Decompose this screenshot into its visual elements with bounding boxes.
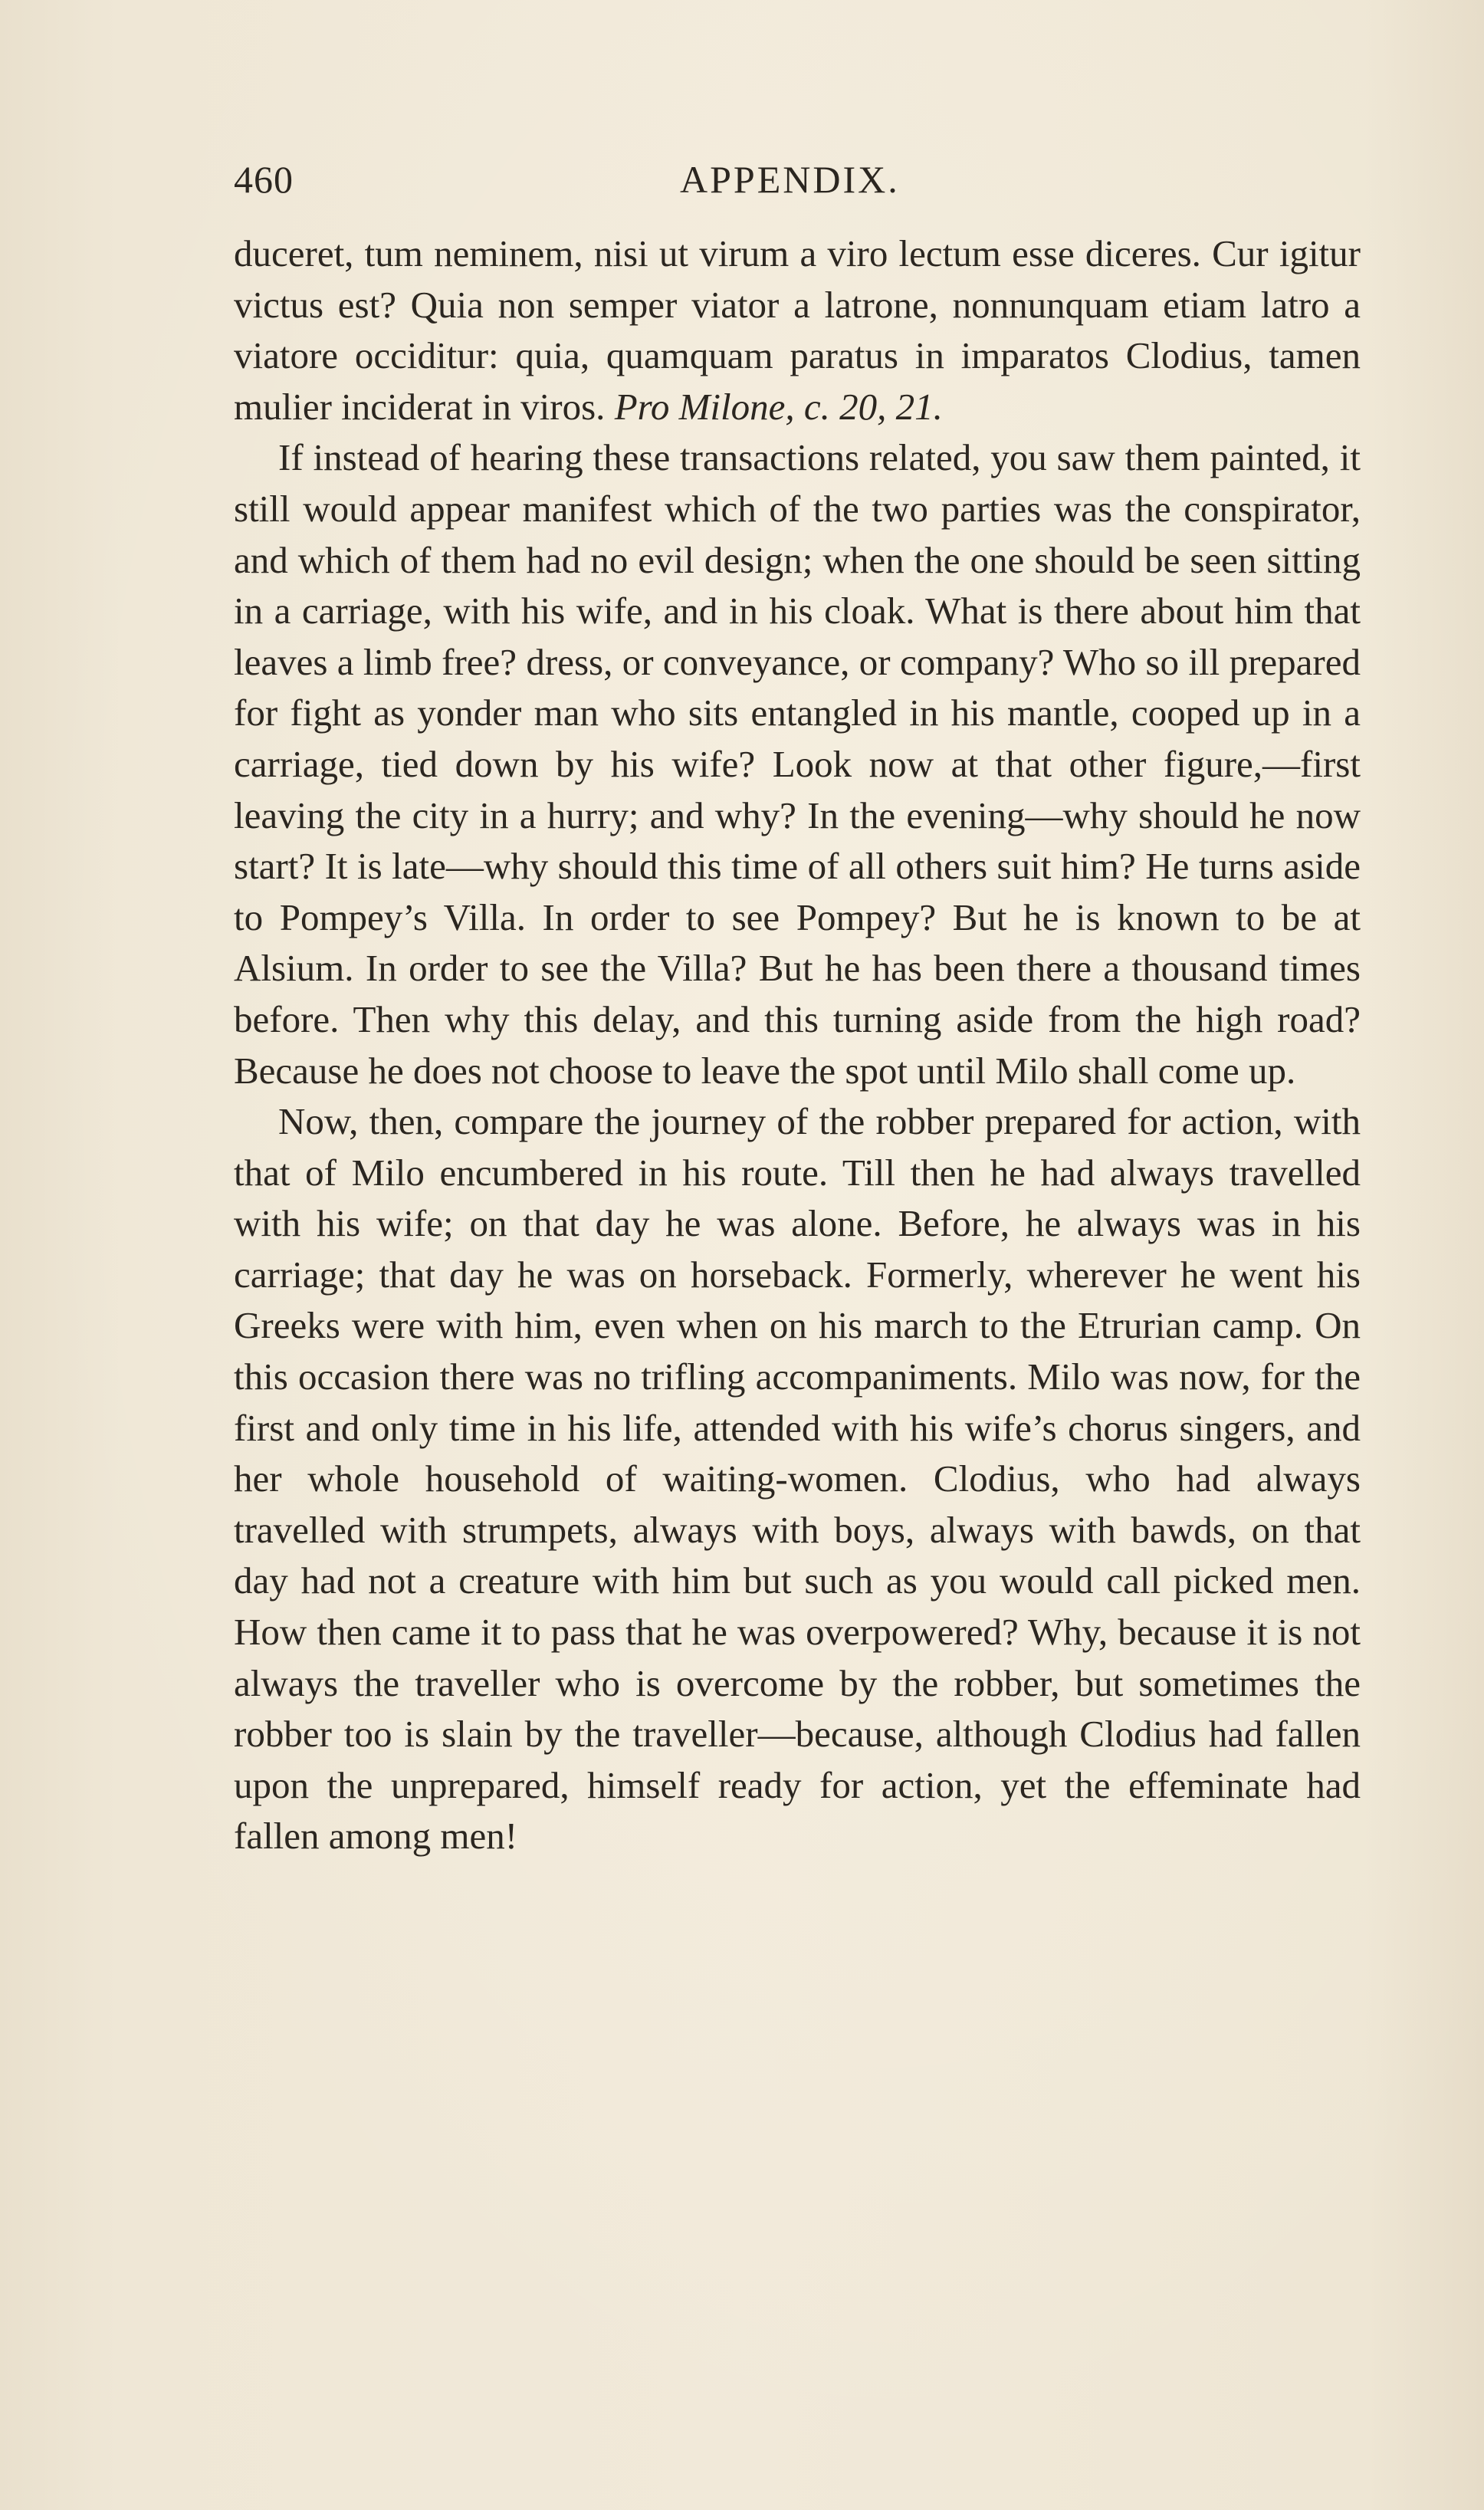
paragraph-3: Now, then, compare the journey of the robber prepared for action, with that of Milo encumbered in his route. Till then he had always travelled with his wife; on that day he was alone. Before, he always was in his carriage; that day he was on horseback. Formerly, wherever he went his Greeks were with him, even when on his march to the Etrurian camp. On this occasion there was no trifling accompaniments. Milo was now, for the first and only time in his life, attended with his wife’s chorus singers, and her whole household of waiting-women. Clodius, who had always travelled with strumpets, always with boys, always with bawds, on that day had not a creature with him but such as you would call picked men. How then came it to pass that he was overpowered? Why, because it is not always the traveller who is overcome by the robber, but sometimes the robber too is slain by the traveller—because, although Clodius had fallen upon the unprepared, himself ready for action, yet the effeminate had fallen among men!: [234, 1100, 1361, 1858]
paragraph-1: [234, 228, 1361, 432]
running-head: APPENDIX.: [680, 158, 900, 201]
paragraph-2: If instead of hearing these transactions related, you saw them painted, it still would appear manifest which of the two parties was the conspirator, and which of them had no evil design; when the one should be seen sitting in a carriage, with his wife, and in his cloak. What is there about him that leaves a limb free? dress, or conveyance, or company? Who so ill prepared for fight as yonder man who sits entangled in his mantle, cooped up in a carriage, tied down by his wife? Look now at that other figure,—first leaving the city in a hurry; and why? In the evening—why should he now start? It is late—why should this time of all others suit him? He turns aside to Pompey’s Villa. In order to see Pompey? But he is known to be at Alsium. In order to see the Villa? But he has been there a thousand times before. Then why this delay, and this turning aside from the high road? Because he does not choose to leave the spot until Milo shall come up.: [234, 436, 1361, 1092]
body-text: [234, 228, 1361, 1862]
citation: Pro Milone, c. 20, 21.: [614, 385, 943, 428]
paragraph-1-text: duceret, tum neminem, nisi ut virum a viro lectum esse diceres. Cur igitur victus est? Quia non semper viator a latrone, nonnunquam etiam latro a viatore occiditur: quia, quamquam paratus in imparatos Clodius, tamen mulier inciderat in viros.: [234, 232, 1361, 428]
page-number: 460: [234, 158, 294, 201]
page-header: [234, 157, 1361, 211]
